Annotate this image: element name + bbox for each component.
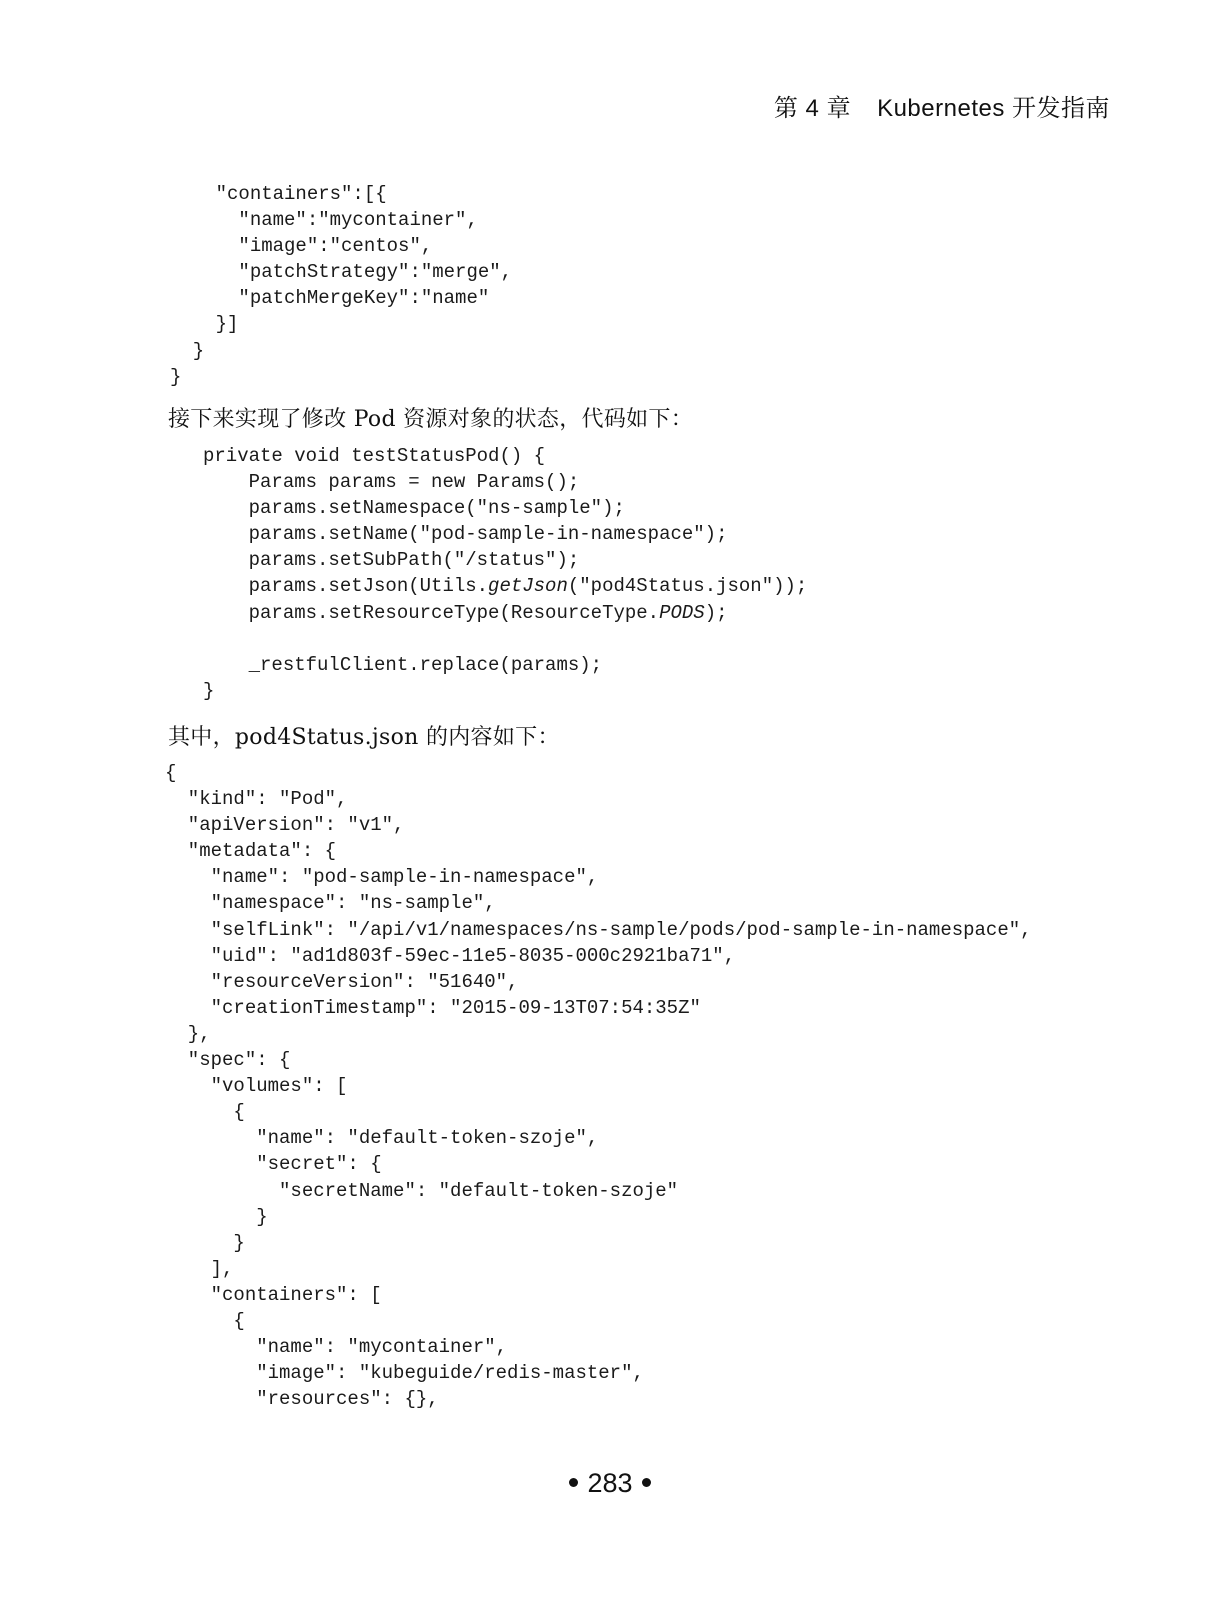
code-line: "image":"centos", [170, 235, 433, 258]
code-line: "selfLink": "/api/v1/namespaces/ns-sample/pods/pod-sample-in-namespace", [165, 918, 1032, 941]
code-line: "secret": { [165, 1153, 382, 1176]
code-line: "volumes": [ [165, 1075, 348, 1098]
code-line: } [170, 339, 205, 362]
code-line: } [203, 679, 215, 702]
code-line: params.setName("pod-sample-in-namespace"); [203, 523, 728, 546]
code-line: { [165, 1101, 245, 1124]
code-line: { [165, 1309, 245, 1332]
code-line-pods: params.setResourceType(ResourceType.PODS); [203, 601, 728, 624]
code-line: "secretName": "default-token-szoje" [165, 1179, 679, 1202]
page-number-text: 283 [587, 1468, 633, 1498]
bullet-icon [642, 1478, 651, 1487]
code-line: "apiVersion": "v1", [165, 814, 405, 837]
code-line [203, 626, 807, 652]
code-block-test-status-pod [203, 443, 807, 704]
code-line: "name": "default-token-szoje", [165, 1127, 599, 1150]
code-line: }, [165, 1022, 211, 1045]
code-line: "patchStrategy":"merge", [170, 261, 513, 284]
code-line: Params params = new Params(); [203, 471, 580, 494]
code-line: "resourceVersion": "51640", [165, 970, 519, 993]
code-line: }] [170, 313, 239, 336]
code-line: "name": "mycontainer", [165, 1336, 508, 1359]
code-line: "namespace": "ns-sample", [165, 892, 496, 915]
paragraph-status-intro: 接下来实现了修改 Pod 资源对象的状态，代码如下： [168, 407, 694, 432]
code-line: "name": "pod-sample-in-namespace", [165, 866, 599, 889]
code-line: } [170, 365, 182, 388]
running-header [774, 88, 1110, 123]
code-block-containers [170, 181, 512, 390]
chapter-label: 第 4 章 [773, 95, 852, 122]
chapter-title: Kubernetes 开发指南 [877, 95, 1110, 122]
code-line: "patchMergeKey":"name" [170, 287, 490, 310]
code-line: } [165, 1205, 268, 1228]
code-line: "creationTimestamp": "2015-09-13T07:54:35Z" [165, 996, 701, 1019]
code-line: "kind": "Pod", [165, 788, 348, 811]
code-line-getjson: params.setJson(Utils.getJson("pod4Status.json")); [203, 575, 808, 598]
code-line: ], [165, 1257, 234, 1280]
code-line: { [165, 762, 177, 784]
code-line: "containers": [ [165, 1283, 382, 1306]
code-block-pod4status-json [165, 760, 1032, 1412]
code-line: "containers":[{ [170, 183, 387, 205]
paragraph-json-intro: 其中，pod4Status.json 的内容如下： [168, 725, 560, 750]
code-line: "resources": {}, [165, 1388, 439, 1411]
code-line: _restfulClient.replace(params); [203, 653, 603, 676]
code-line: "name":"mycontainer", [170, 209, 478, 232]
code-line: "spec": { [165, 1049, 291, 1072]
code-line: "metadata": { [165, 840, 337, 863]
code-line: private void testStatusPod() { [203, 445, 546, 467]
bullet-icon [569, 1478, 578, 1487]
code-line: } [165, 1231, 245, 1254]
code-line: "image": "kubeguide/redis-master", [165, 1362, 644, 1385]
code-line: params.setSubPath("/status"); [203, 549, 580, 572]
page-number [0, 1468, 1220, 1499]
code-line: params.setNamespace("ns-sample"); [203, 497, 625, 520]
code-line: "uid": "ad1d803f-59ec-11e5-8035-000c2921ba71", [165, 944, 736, 967]
